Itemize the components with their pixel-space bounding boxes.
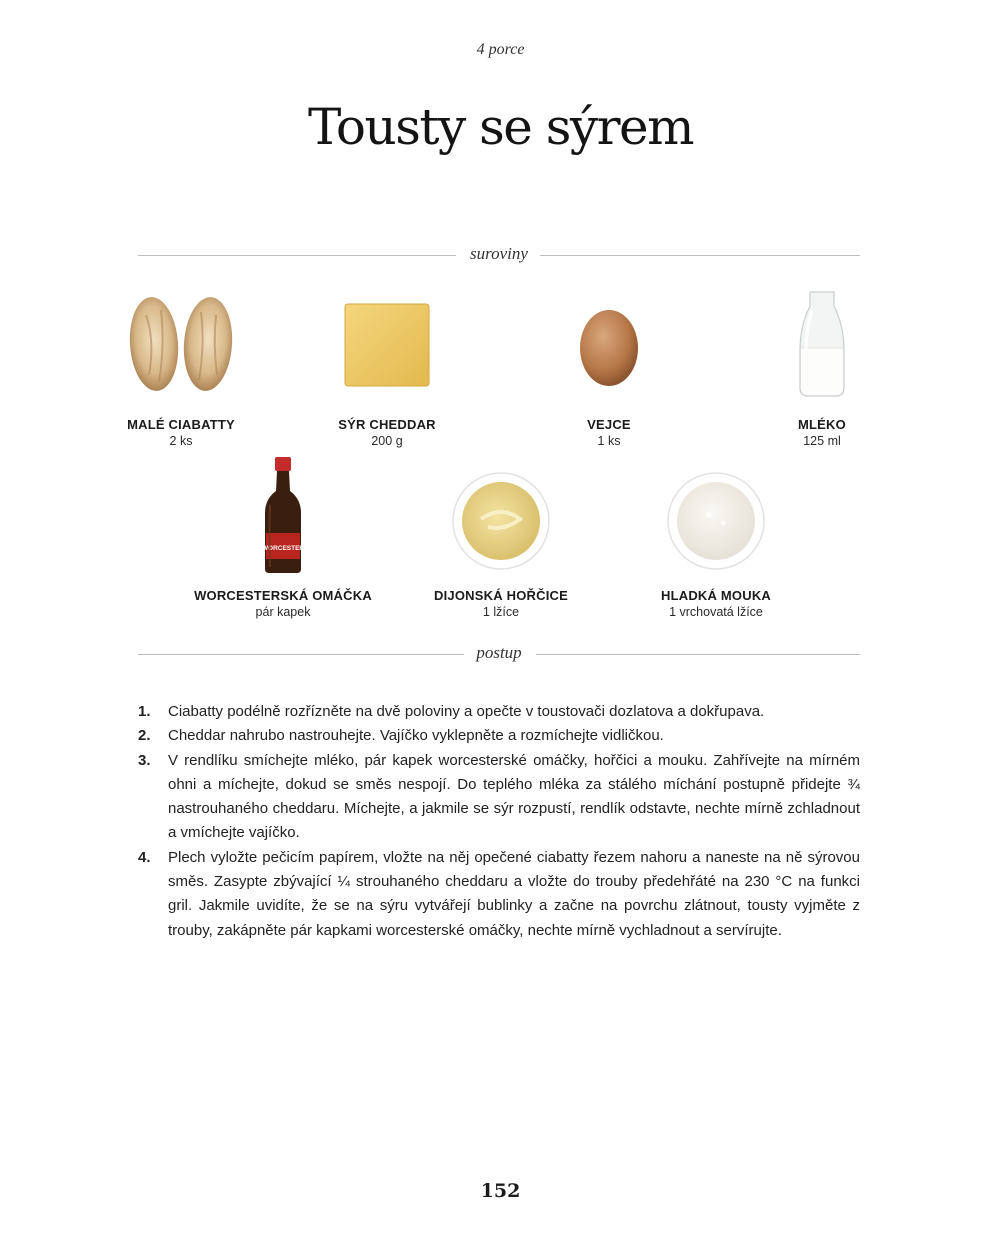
ingredient-quantity: 200 g [371,434,403,448]
ingredient-flour [636,457,796,619]
ingredient-milk [742,290,902,448]
ciabatta-icon [121,290,241,398]
step-text: Plech vyložte pečicím papírem, vložte na něj opečené ciabatty řezem nahoru a naneste na ně sýrovou směs. Zasypte zbývající ¼ strouhaného cheddaru a vložte do trouby předehřáté na 230 °C na funkci gril. Jakmile uvidíte, že se na sýru vytvářejí bublinky a začne na povrchu zlátnout, tousty vyjměte z trouby, zakápněte pár kapkami worcesterské omáčky, nechte mírně vychladnout a servírujte. [168,848,860,939]
step-number: 4. [138,848,151,866]
ingredient-worcester-sauce [188,457,378,619]
ingredient-quantity: pár kapek [255,605,311,619]
method-heading: postup [476,643,522,662]
method-divider [138,643,860,667]
step-number: 3. [138,751,151,769]
ingredient-name: HLADKÁ MOUKA [661,588,771,603]
ingredient-dijon-mustard [421,457,581,619]
step-item [138,700,860,724]
step-item [138,749,860,846]
ingredient-quantity: 1 ks [597,434,621,448]
mustard-bowl-icon [446,457,556,575]
page-title: Tousty se sýrem [307,98,694,156]
ingredient-name: SÝR CHEDDAR [338,417,436,432]
ingredients-divider [138,244,860,268]
ingredient-name: VEJCE [587,417,631,432]
ingredient-quantity: 2 ks [169,434,193,448]
cheddar-icon [337,290,437,398]
step-number: 1. [138,703,151,720]
ingredient-name: MALÉ CIABATTY [127,417,235,432]
ingredient-name: DIJONSKÁ HOŘČICE [434,588,568,603]
page-number: 152 [480,1180,521,1202]
step-number: 2. [138,727,151,745]
method-steps [138,700,860,943]
serving-label: 4 porce [476,41,525,58]
ingredient-ciabatta [101,290,261,448]
ingredients-heading: suroviny [470,244,528,263]
step-text: Ciabatty podélně rozřízněte na dvě poloviny a opečte v toustovači dozlatova a dokřupava. [168,703,765,720]
flour-bowl-icon [661,457,771,575]
step-item [138,846,860,943]
milk-carafe-icon [772,290,872,398]
ingredient-cheddar [307,290,467,448]
ingredient-quantity: 1 vrchovatá lžíce [669,605,763,619]
egg-icon [559,290,659,398]
step-text: V rendlíku smíchejte mléko, pár kapek worcesterské omáčky, hořčici a mouku. Zahřívejte na mírném ohni a míchejte, dokud se směs nespojí. Do teplého mléka za stálého míchání postupně přidejte ¾ nastrouhaného cheddaru. Míchejte, a jakmile se sýr rozpustí, rendlík odstavte, nechte mírně zchladnout a vmíchejte vajíčko. [168,751,860,842]
ingredient-name: WORCESTERSKÁ OMÁČKA [194,588,372,603]
step-text: Cheddar nahrubo nastrouhejte. Vajíčko vyklepněte a rozmíchejte vidličkou. [168,727,664,745]
ingredient-name: MLÉKO [798,417,846,432]
ingredient-quantity: 1 lžíce [482,605,520,619]
bottle-label-text: WORCESTER [261,545,305,552]
step-item [138,724,860,748]
ingredient-egg [529,290,689,448]
worcester-bottle-icon [253,457,313,575]
ingredient-quantity: 125 ml [803,434,841,448]
